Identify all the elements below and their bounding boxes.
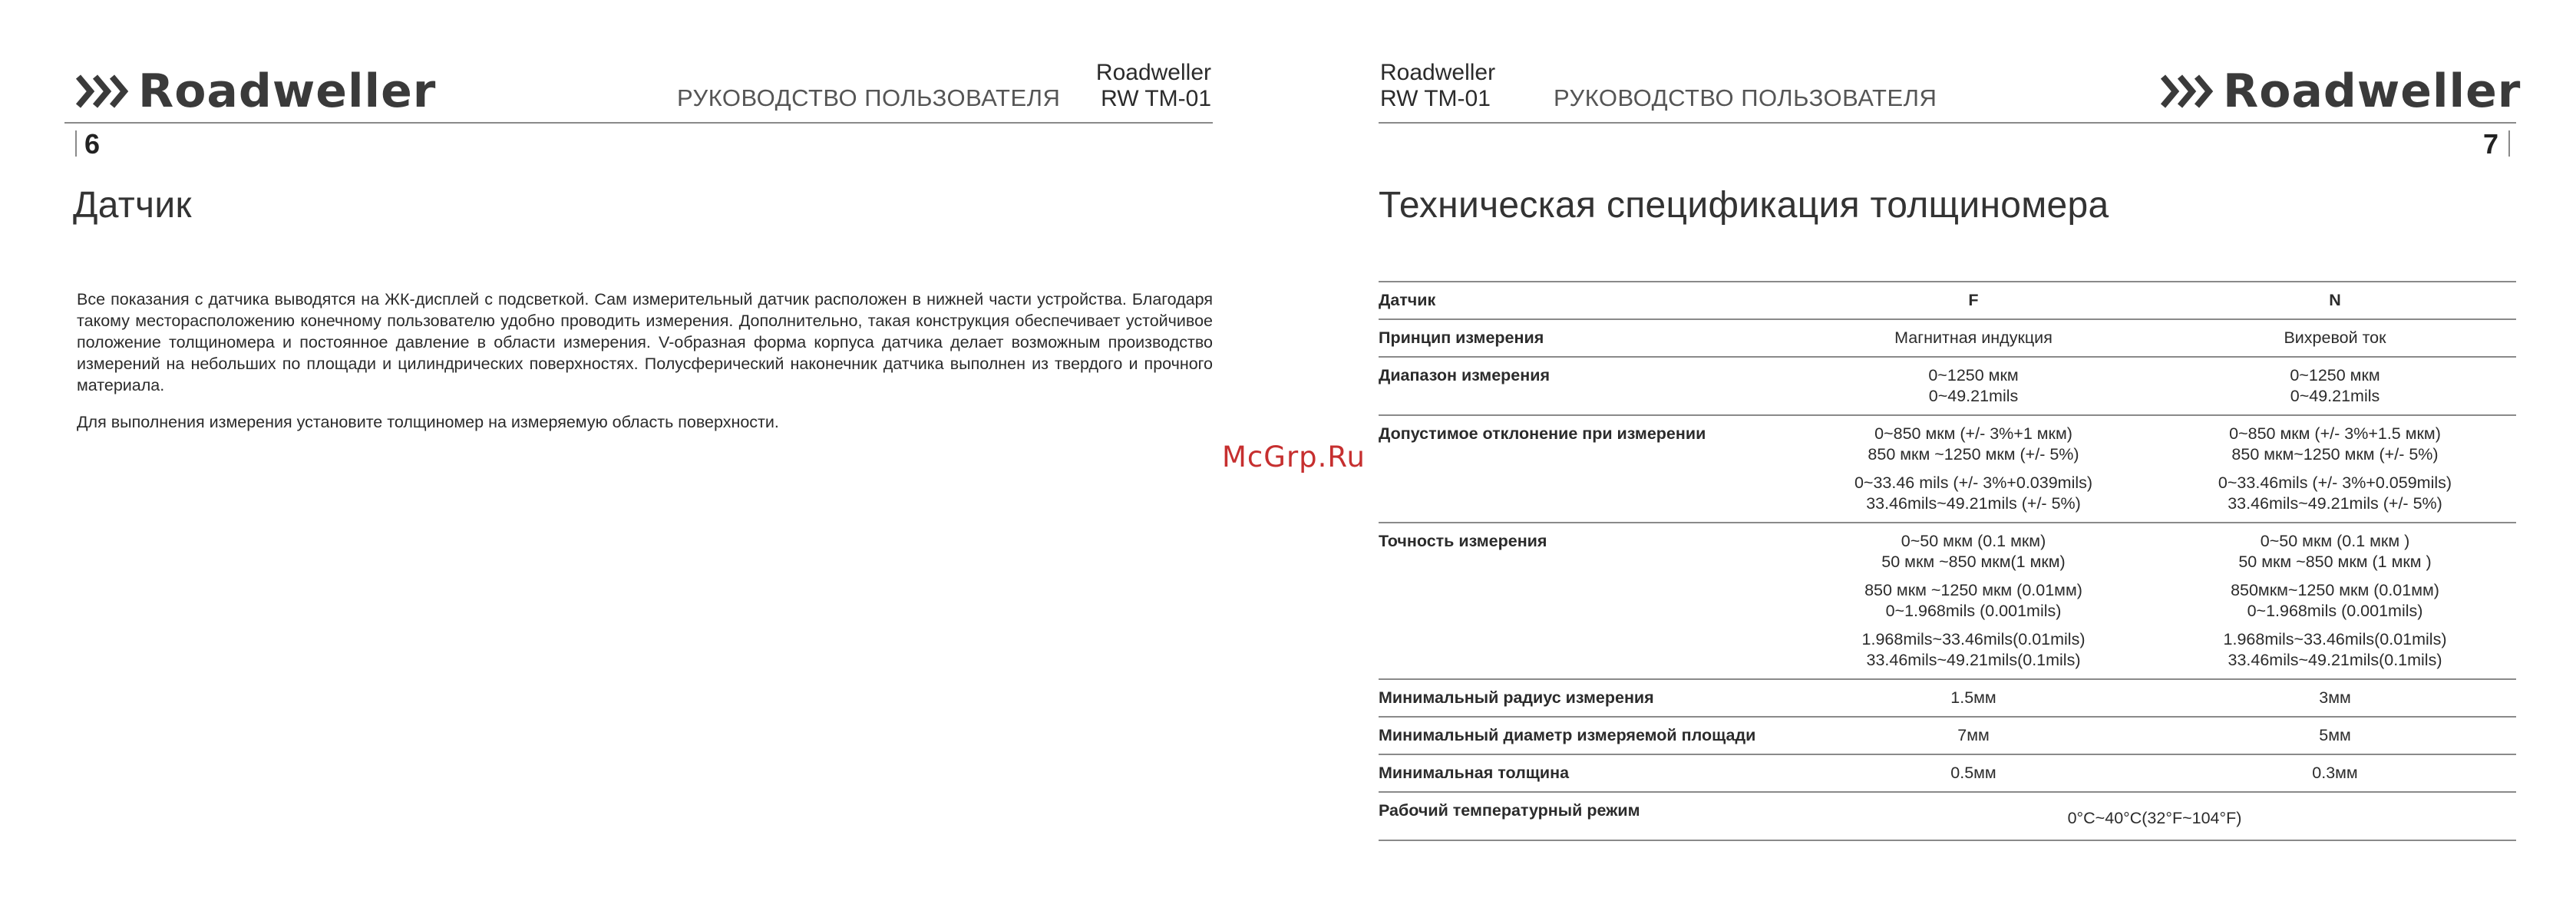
right-page — [1288, 0, 2576, 914]
brand-name: Roadweller — [2223, 64, 2522, 118]
cell-f — [1793, 357, 2154, 415]
header-model-code: RW TM-01 — [1101, 86, 1211, 111]
chevrons-icon — [2160, 74, 2215, 109]
header-title: РУКОВОДСТВО ПОЛЬЗОВАТЕЛЯ — [677, 84, 1061, 111]
row-label: Допустимое отклонение при измерении — [1379, 415, 1793, 523]
table-row — [1379, 282, 2516, 319]
watermark: McGrp.Ru — [1222, 441, 1366, 473]
cell-line: 0~33.46mils (+/- 3%+0.059mils) — [2218, 473, 2452, 492]
row-label: Рабочий температурный режим — [1379, 792, 1793, 840]
brand-logo — [2160, 64, 2522, 118]
section-heading: Датчик — [73, 185, 192, 226]
table-row — [1379, 523, 2516, 679]
cell-line: 850 мкм ~1250 мкм (0.01мм) — [1864, 581, 2082, 599]
header-title: РУКОВОДСТВО ПОЛЬЗОВАТЕЛЯ — [1554, 84, 1937, 111]
cell-n: Вихревой ток — [2154, 319, 2516, 357]
page-number-bar — [75, 130, 77, 157]
spec-table — [1379, 281, 2516, 841]
header-model — [1096, 60, 1211, 112]
chevrons-icon — [75, 74, 130, 109]
row-label: Точность измерения — [1379, 523, 1793, 679]
cell-line: 0~1.968mils (0.001mils) — [2247, 602, 2423, 620]
table-row — [1379, 717, 2516, 754]
header-model-code: RW TM-01 — [1380, 86, 1491, 111]
header-model — [1380, 60, 1495, 112]
cell-line: 33.46mils~49.21mils (+/- 5%) — [1866, 494, 2081, 513]
page-number: 7 — [2483, 128, 2499, 160]
cell-line: 0~50 мкм (0.1 мкм) — [1901, 532, 2046, 550]
cell-line: 1.968mils~33.46mils(0.01mils) — [1861, 630, 2086, 648]
cell-n: 0.3мм — [2154, 754, 2516, 792]
cell-line: 33.46mils~49.21mils(0.1mils) — [1866, 651, 2081, 669]
brand-name: Roadweller — [138, 64, 437, 118]
cell-line: 0~49.21mils — [2290, 387, 2380, 405]
cell-line: 0~50 мкм (0.1 мкм ) — [2260, 532, 2410, 550]
cell-n — [2154, 415, 2516, 523]
paragraph: Для выполнения измерения установите толщиномер на измеряемую область поверхности. — [77, 413, 779, 431]
column-header-f: F — [1793, 282, 2154, 319]
page-number-bar — [2508, 130, 2510, 157]
cell-line: 50 мкм ~850 мкм (1 мкм ) — [2238, 553, 2432, 571]
cell-n — [2154, 357, 2516, 415]
cell-f: 0.5мм — [1793, 754, 2154, 792]
table-row — [1379, 319, 2516, 357]
row-label: Принцип измерения — [1379, 319, 1793, 357]
cell-line: 850 мкм ~1250 мкм (+/- 5%) — [1868, 445, 2079, 464]
cell-line: 0~49.21mils — [1928, 387, 2019, 405]
cell-n: 3мм — [2154, 679, 2516, 717]
row-label: Минимальный диаметр измеряемой площади — [1379, 717, 1793, 754]
cell-line: 0~1250 мкм — [1928, 366, 2019, 384]
cell-n — [2154, 523, 2516, 679]
table-row — [1379, 357, 2516, 415]
cell-line: 0~1.968mils (0.001mils) — [1885, 602, 2062, 620]
brand-logo — [75, 64, 437, 118]
paragraph: Все показания с датчика выводятся на ЖК-дисплей с подсветкой. Сам измерительный датчик расположен в нижней части устройства. Благодаря такому месторасположению конечному пользователю удобно проводить измерения. Дополнительно, такая конструкция обеспечивает устойчивое положение толщиномера и постоянное давление в области измерения. V-образная форма корпуса датчика делает возможным производство измерений на небольших по площади и цилиндрических поверхностях. Полусферический наконечник датчика выполнен из твердого и прочного материала. — [77, 290, 1213, 394]
cell-line: 0~33.46 mils (+/- 3%+0.039mils) — [1854, 473, 2093, 492]
cell-n: 5мм — [2154, 717, 2516, 754]
cell-line: 50 мкм ~850 мкм(1 мкм) — [1881, 553, 2066, 571]
cell-line: 33.46mils~49.21mils(0.1mils) — [2228, 651, 2442, 669]
row-label: Датчик — [1379, 282, 1793, 319]
cell-line: 1.968mils~33.46mils(0.01mils) — [2223, 630, 2447, 648]
page-number: 6 — [84, 128, 101, 160]
table-row — [1379, 679, 2516, 717]
table-row — [1379, 754, 2516, 792]
cell-line: 0~850 мкм (+/- 3%+1.5 мкм) — [2229, 424, 2441, 443]
header-model-brand: Roadweller — [1380, 60, 1496, 85]
body-text — [77, 289, 1213, 448]
row-label: Диапазон измерения — [1379, 357, 1793, 415]
cell-line: 850 мкм~1250 мкм (+/- 5%) — [2231, 445, 2439, 464]
cell-line: 850мкм~1250 мкм (0.01мм) — [2231, 581, 2439, 599]
cell-line: 33.46mils~49.21mils (+/- 5%) — [2228, 494, 2442, 513]
section-heading: Техническая спецификация толщиномера — [1379, 185, 2109, 226]
table-row — [1379, 792, 2516, 840]
header-model-brand: Roadweller — [1095, 60, 1211, 85]
table-row — [1379, 415, 2516, 523]
cell-f — [1793, 415, 2154, 523]
column-header-n: N — [2154, 282, 2516, 319]
cell-line: 0~1250 мкм — [2290, 366, 2380, 384]
header-rule — [1379, 122, 2516, 124]
cell-f: 7мм — [1793, 717, 2154, 754]
cell-temperature: 0°C~40°C(32°F~104°F) — [1793, 792, 2516, 840]
header-rule — [64, 122, 1213, 124]
cell-f — [1793, 523, 2154, 679]
cell-f: Магнитная индукция — [1793, 319, 2154, 357]
cell-f: 1.5мм — [1793, 679, 2154, 717]
row-label: Минимальная толщина — [1379, 754, 1793, 792]
cell-line: 0~850 мкм (+/- 3%+1 мкм) — [1874, 424, 2072, 443]
row-label: Минимальный радиус измерения — [1379, 679, 1793, 717]
